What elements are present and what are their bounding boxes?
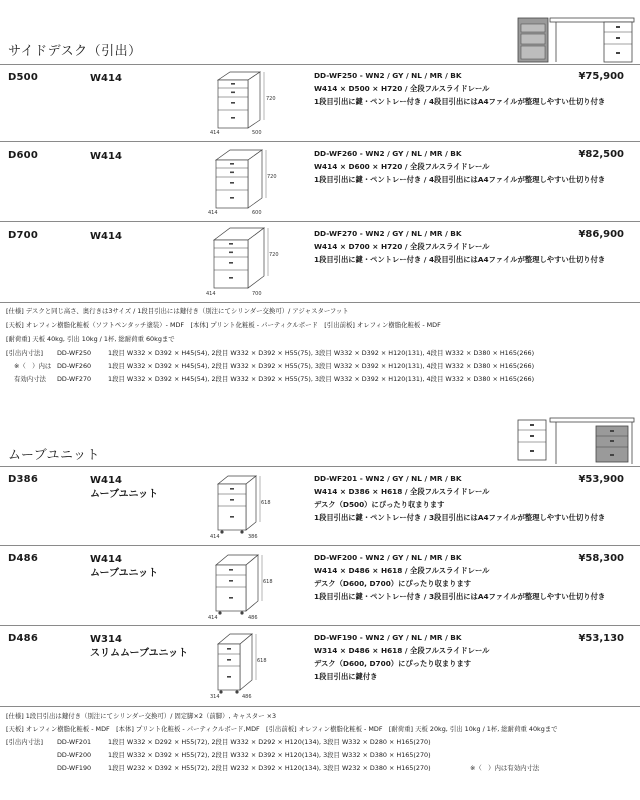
product-depth: D486	[8, 633, 38, 644]
dimension-height: 720	[266, 96, 276, 102]
inner-dim-model: DD-WF200	[57, 751, 92, 759]
product-feature: 1段目引出に鍵・ペントレー付き / 3段目引出にはA4ファイルが整理しやすい仕切り付き	[314, 513, 606, 522]
inner-dim-model: DD-WF250	[57, 349, 92, 357]
cabinet-drawing	[204, 553, 274, 621]
product-price: ¥53,900	[578, 474, 624, 485]
dimension-depth: 600	[252, 210, 262, 216]
dimension-height: 720	[267, 174, 277, 180]
product-fit: デスク（D500）にぴったり収まります	[314, 500, 445, 509]
product-width: W414	[90, 73, 122, 84]
inner-dim-model: DD-WF260	[57, 362, 92, 370]
product-model: DD-WF190 - WN2 / GY / NL / MR / BK	[314, 633, 462, 642]
note-load: [耐荷重] 天板 40kg, 引出 10kg / 1杯, 総耐荷重 60kgまで	[6, 335, 175, 343]
product-size: W414 × D386 × H618 / 全段フルスライドレール	[314, 487, 490, 496]
product-model: DD-WF270 - WN2 / GY / NL / MR / BK	[314, 229, 462, 238]
desk-with-move-unit-illustration	[516, 416, 636, 466]
product-model: DD-WF201 - WN2 / GY / NL / MR / BK	[314, 474, 462, 483]
inner-dim-text: 1段目 W332 × D392 × H45(54), 2段目 W332 × D392 × H55(75), 3段目 W332 × D392 × H120(131), 4段目 W332 × D380 × H165(266)	[108, 349, 535, 357]
dimension-depth: 700	[252, 291, 262, 297]
note-inner-label: [引出内寸法]	[6, 349, 43, 357]
cabinet-drawing	[204, 148, 277, 216]
cabinet-drawing	[204, 70, 274, 136]
divider	[0, 302, 640, 303]
dimension-depth: 500	[252, 130, 262, 136]
inner-dim-text: 1段目 W332 × D392 × H55(72), 2段目 W332 × D392 × H120(134), 3段目 W332 × D380 × H165(270)	[108, 751, 431, 759]
inner-dim-text: 1段目 W332 × D392 × H45(54), 2段目 W332 × D392 × H55(75), 3段目 W332 × D392 × H120(131), 4段目 W332 × D380 × H165(266)	[108, 375, 535, 383]
product-size: W414 × D500 × H720 / 全段フルスライドレール	[314, 84, 490, 93]
dimension-width: 414	[206, 291, 216, 297]
product-feature: 1段目引出に鍵・ペントレー付き / 3段目引出にはA4ファイルが整理しやすい仕切り付き	[314, 592, 606, 601]
product-depth: D486	[8, 553, 38, 564]
product-price: ¥53,130	[578, 633, 624, 644]
product-size: W414 × D700 × H720 / 全段フルスライドレール	[314, 242, 490, 251]
dimension-height: 618	[261, 500, 271, 506]
note-material: [天板] オレフィン樹脂化粧板（ソフトペンタッチ塗装）- MDF [本体] プリント化粧板 - パーティクルボード [引出前板] オレフィン樹脂化粧板 - MDF	[6, 321, 441, 329]
dimension-width: 414	[210, 130, 220, 136]
product-size: W414 × D600 × H720 / 全段フルスライドレール	[314, 162, 490, 171]
inner-dim-model: DD-WF270	[57, 375, 92, 383]
divider	[0, 141, 640, 142]
section-title-move-unit: ムーブユニット	[8, 448, 101, 463]
dimension-depth: 386	[248, 534, 258, 540]
inner-dim-text: 1段目 W232 × D392 × H55(72), 2段目 W232 × D392 × H120(134), 3段目 W232 × D380 × H165(270)	[108, 764, 431, 772]
note-spec: [仕様] 1段目引出は鍵付き（別注にてシリンダー交換可）/ 固定脚×2（前脚）, キャスター ×3	[6, 712, 277, 720]
product-name: スリムムーブユニット	[90, 648, 189, 659]
product-price: ¥86,900	[578, 229, 624, 240]
product-price: ¥75,900	[578, 71, 624, 82]
note-paren: ※（ ）内は	[14, 362, 52, 370]
dimension-height: 720	[269, 252, 279, 258]
note-inner-label: [引出内寸法]	[6, 738, 43, 746]
product-fit: デスク（D600, D700）にぴったり収まります	[314, 659, 472, 668]
dimension-depth: 486	[242, 694, 252, 700]
note-paren: 有効内寸法	[14, 375, 46, 383]
desk-with-side-unit-illustration	[516, 16, 636, 64]
cabinet-drawing	[202, 226, 279, 298]
dimension-depth: 486	[248, 615, 258, 621]
product-feature: 1段目引出に鍵・ペントレー付き / 4段目引出にはA4ファイルが整理しやすい仕切り付き	[314, 255, 606, 264]
dimension-height: 618	[257, 658, 267, 664]
product-feature: 1段目引出に鍵付き	[314, 672, 378, 681]
product-depth: D500	[8, 72, 38, 83]
note-spec: [仕様] デスクと同じ高さ、奥行きは3サイズ / 1段目引出には鍵付き（別注にてシリンダー交換可）/ アジャスターフット	[6, 307, 349, 315]
cabinet-drawing	[204, 632, 274, 700]
product-depth: D386	[8, 474, 38, 485]
divider	[0, 706, 640, 707]
divider	[0, 221, 640, 222]
product-fit: デスク（D600, D700）にぴったり収まります	[314, 579, 472, 588]
product-feature: 1段目引出に鍵・ペントレー付き / 4段目引出にはA4ファイルが整理しやすい仕切り付き	[314, 175, 606, 184]
product-model: DD-WF200 - WN2 / GY / NL / MR / BK	[314, 553, 462, 562]
dimension-width: 414	[208, 210, 218, 216]
product-width: W314	[90, 634, 122, 645]
cabinet-drawing	[204, 474, 274, 540]
note-paren: ※（ ）内は有効内寸法	[470, 764, 540, 772]
inner-dim-model: DD-WF201	[57, 738, 92, 746]
product-model: DD-WF260 - WN2 / GY / NL / MR / BK	[314, 149, 462, 158]
dimension-width: 314	[210, 694, 220, 700]
inner-dim-model: DD-WF190	[57, 764, 92, 772]
product-size: W414 × D486 × H618 / 全段フルスライドレール	[314, 566, 490, 575]
inner-dim-text: 1段目 W332 × D292 × H55(72), 2段目 W332 × D292 × H120(134), 3段目 W332 × D280 × H165(270)	[108, 738, 431, 746]
product-price: ¥82,500	[578, 149, 624, 160]
product-name: ムーブユニット	[90, 568, 159, 579]
divider	[0, 625, 640, 626]
product-feature: 1段目引出に鍵・ペントレー付き / 4段目引出にはA4ファイルが整理しやすい仕切り付き	[314, 97, 606, 106]
product-width: W414	[90, 151, 122, 162]
dimension-width: 414	[210, 534, 220, 540]
dimension-height: 618	[263, 579, 273, 585]
divider	[0, 64, 640, 65]
section-title-side-desk: サイドデスク（引出）	[8, 44, 142, 59]
product-depth: D700	[8, 230, 38, 241]
divider	[0, 545, 640, 546]
product-model: DD-WF250 - WN2 / GY / NL / MR / BK	[314, 71, 462, 80]
product-name: ムーブユニット	[90, 489, 159, 500]
product-size: W314 × D486 × H618 / 全段フルスライドレール	[314, 646, 490, 655]
note-material: [天板] オレフィン樹脂化粧板 - MDF [本体] プリント化粧板 - パーティクルボード,MDF [引出前板] オレフィン樹脂化粧板 - MDF [耐荷重] 天板 20kg, 引出 10kg / 1杯, 総耐荷重 40kgまで	[6, 725, 558, 733]
dimension-width: 414	[208, 615, 218, 621]
inner-dim-text: 1段目 W332 × D392 × H45(54), 2段目 W332 × D392 × H55(75), 3段目 W332 × D392 × H120(131), 4段目 W332 × D380 × H165(266)	[108, 362, 535, 370]
product-width: W414	[90, 475, 122, 486]
product-depth: D600	[8, 150, 38, 161]
product-price: ¥58,300	[578, 553, 624, 564]
product-width: W414	[90, 554, 122, 565]
divider	[0, 466, 640, 467]
product-width: W414	[90, 231, 122, 242]
